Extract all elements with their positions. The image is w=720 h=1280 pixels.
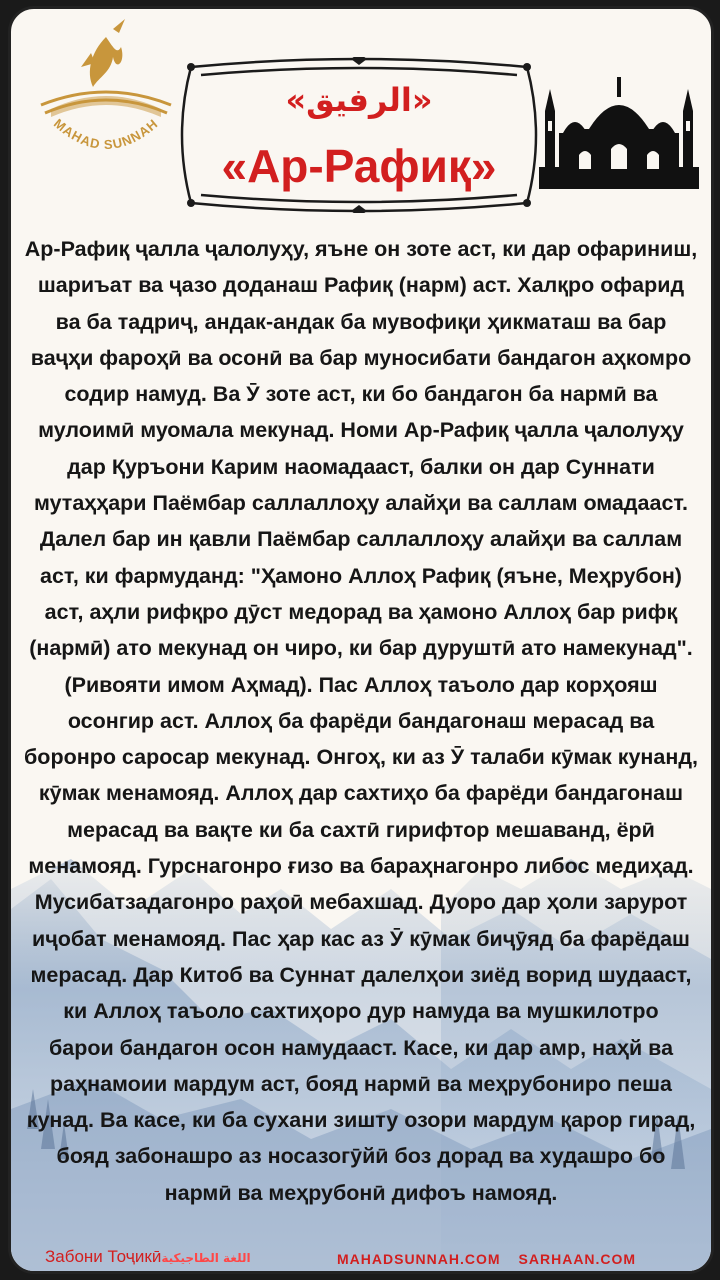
body-line: раҳнамоии мардум аст, бояд нармӣ ва меҳрубониро пеша xyxy=(50,1071,672,1096)
body-line: содир намуд. Ва Ӯ зоте аст, ки бо бандагон ба нармӣ ва xyxy=(64,382,658,407)
body-line: барои бандагон осон намудааст. Касе, ки дар амр, наҳй ва xyxy=(48,1035,674,1060)
body-line: аст, аҳли рифқро дӯст медорад ва ҳамоно Аллоҳ бар рифқ xyxy=(44,599,678,624)
logo-text: MAHAD SUNNAH xyxy=(50,115,161,153)
body-line: мутаҳҳари Паёмбар саллаллоҳу алайҳи ва саллам омадааст. xyxy=(33,491,689,516)
body-line: менамояд. Гурснагонро ғизо ва бараҳнагонро либос медиҳад. xyxy=(28,854,694,879)
content-card xyxy=(8,6,714,1274)
body-line: мерасад. Дар Китоб ва Суннат далелҳои зиёд ворид шудааст, xyxy=(30,962,692,987)
article-body xyxy=(23,231,699,1211)
body-line: ваҷҳи фароҳӣ ва осонӣ ва бар муносибати бандагон аҳкомро xyxy=(30,345,692,370)
title-cyrillic: «Ар-Рафиқ» xyxy=(221,140,497,192)
mosque-icon xyxy=(539,71,699,189)
body-line: Далел бар ин қавли Паёмбар саллаллоҳу алайҳи ва саллам xyxy=(39,527,683,552)
body-line: ва ба тадриҷ, андак-андак ба мувофиқи ҳикматаш ва бар xyxy=(55,309,667,334)
body-line: шариъат ва ҷазо доданаш Рафиқ (нарм) аст. Халқро офарид xyxy=(37,273,685,298)
body-line: иҷобат менамояд. Пас ҳар кас аз Ӯ кӯмак биҷӯяд ба фарёдаш xyxy=(32,926,690,951)
site-link-sarhaan[interactable]: SARHAAN.COM xyxy=(518,1251,637,1267)
body-line: Мусибатзадагонро раҳоӣ мебахшад. Дуоро дар ҳоли зарурот xyxy=(34,890,688,915)
body-line: мулоимӣ муомала мекунад. Номи Ар-Рафиқ ҷалла ҷалолуҳу xyxy=(38,418,684,443)
language-label: Забони Тоҷикӣ xyxy=(45,1247,162,1266)
body-line: мерасад ва вақте ки ба сахтӣ гирифтор мешаванд, ёрӣ xyxy=(67,817,655,842)
body-line: Ар-Рафиқ ҷалла ҷалолуҳу, яъне он зоте аст, ки дар офариниш, xyxy=(24,237,698,261)
footer-sites xyxy=(337,1251,654,1267)
title-arabic: «الرفيق» xyxy=(285,81,433,119)
body-line: (Ривояти имом Аҳмад). Пас Аллоҳ таъоло дар корҳояш xyxy=(64,672,658,697)
site-link-mahadsunnah[interactable]: MAHADSUNNAH.COM xyxy=(337,1251,501,1267)
body-line: нармӣ ва меҳрубонӣ дифоъ намояд. xyxy=(164,1180,558,1205)
body-line: боронро саросар мекунад. Онгоҳ, ки аз Ӯ талаби кӯмак кунанд, xyxy=(24,745,698,770)
footer-language xyxy=(45,1247,251,1267)
body-line: аст, ки фармуданд: "Ҳамоно Аллоҳ Рафиқ (яъне, Меҳрубон) xyxy=(40,563,682,588)
body-line: дар Қуръони Карим наомадааст, балки он дар Суннати xyxy=(67,454,655,479)
body-line: ки Аллоҳ таъоло сахтиҳоро дур намуда ва мушкилотро xyxy=(63,999,659,1024)
language-label-arabic: اللغة الطاجيكية xyxy=(161,1251,251,1265)
body-line: кунад. Ва касе, ки ба сухани зишту озори мардум қарор гирад, xyxy=(26,1108,696,1133)
body-line: бояд забонашро аз носазогӯйӣ боз дорад ва худашро бо xyxy=(56,1144,666,1169)
mahad-sunnah-logo xyxy=(21,17,191,177)
body-line: кӯмак менамояд. Аллоҳ дар сахтиҳо ба фарёди бандагонаш xyxy=(38,781,684,806)
body-line: (нармӣ) ато мекунад он чиро, ки бар дуруштӣ ато намекунад". xyxy=(29,636,693,661)
body-line: осонгир аст. Аллоҳ ба фарёди бандагонаш мерасад ва xyxy=(67,708,655,733)
